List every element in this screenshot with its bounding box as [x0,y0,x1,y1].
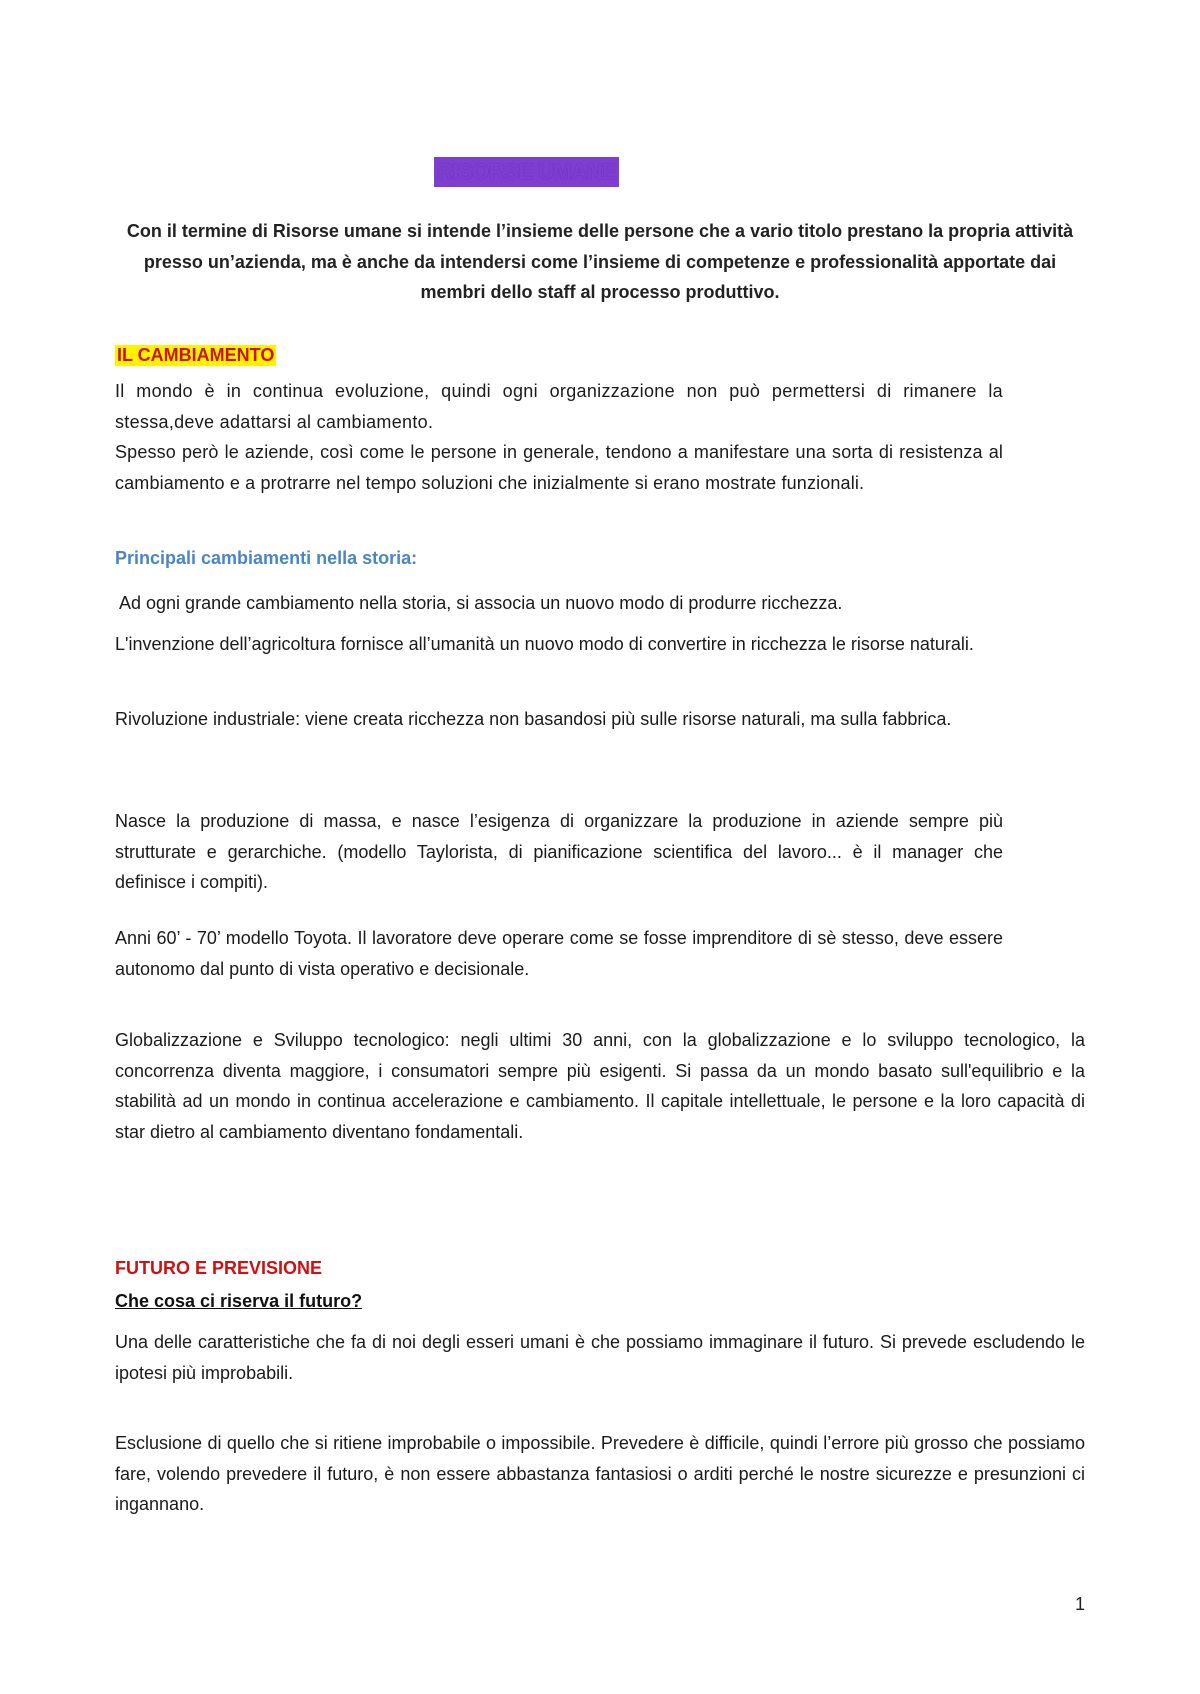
document-title: RISORSE UMANE [434,157,619,187]
paragraph-globalizzazione: Globalizzazione e Sviluppo tecnologico: negli ultimi 30 anni, con la globalizzazione e lo sviluppo tecnologico, la concorrenza diventa maggiore, i consumatori sempre più esigenti. Si passa da un mondo basato sull'equilibrio e la stabilità ad un mondo in continua accelerazione e cambiamento. Il capitale intellettuale, le persone e la loro capacità di star dietro al cambiamento diventano fondamentali. [115,1030,1085,1142]
subheading-futuro: Che cosa ci riserva il futuro? [115,1291,363,1311]
page-number: 1 [1075,1594,1086,1614]
intro-paragraph: Con il termine di Risorse umane si intende l’insieme delle persone che a vario titolo prestano la propria attività presso un’azienda, ma è anche da intendersi come l’insieme di competenze e professionalità apportate dai membri dello staff al processo produttivo. [126,221,1074,302]
paragraph-cambiamento-2: Spesso però le aziende, così come le persone in generale, tendono a manifestare una sorta di resistenza al cambiamento e a protrarre nel tempo soluzioni che inizialmente si erano mostrate funzionali. [115,442,1003,493]
title-wrapper [434,157,619,187]
subheading-principali-cambiamenti: Principali cambiamenti nella storia: [115,548,418,568]
paragraph-modello-toyota: Anni 60’ - 70’ modello Toyota. Il lavoratore deve operare come se fosse imprenditore di sè stesso, deve essere autonomo dal punto di vista operativo e decisionale. [115,928,1003,979]
paragraph-agricoltura: L'invenzione dell’agricoltura fornisce all’umanità un nuovo modo di convertire in ricchezza le risorse naturali. [115,634,974,654]
paragraph-cambiamento-3: Ad ogni grande cambiamento nella storia, si associa un nuovo modo di produrre ricchezza. [115,593,843,613]
section-heading-cambiamento: IL CAMBIAMENTO [117,345,275,365]
section-heading-futuro: FUTURO E PREVISIONE [115,1258,323,1278]
paragraph-futuro-1: Una delle caratteristiche che fa di noi degli esseri umani è che possiamo immaginare il futuro. Si prevede escludendo le ipotesi più improbabili. [115,1332,1085,1383]
paragraph-cambiamento-1: Il mondo è in continua evoluzione, quindi ogni organizzazione non può permettersi di rimanere la stessa,deve adattarsi al cambiamento. [115,381,1003,432]
paragraph-produzione-massa: Nasce la produzione di massa, e nasce l’esigenza di organizzare la produzione in aziende sempre più strutturate e gerarchiche. (modello Taylorista, di pianificazione scientifica del lavoro... è il manager che definisce i compiti). [115,811,1003,892]
paragraph-futuro-2: Esclusione di quello che si ritiene improbabile o impossibile. Prevedere è difficile, quindi l’errore più grosso che possiamo fare, volendo prevedere il futuro, è non essere abbastanza fantasiosi o arditi perché le nostre sicurezze e presunzioni ci ingannano. [115,1433,1085,1514]
paragraph-rivoluzione-industriale: Rivoluzione industriale: viene creata ricchezza non basandosi più sulle risorse naturali, ma sulla fabbrica. [115,709,952,729]
